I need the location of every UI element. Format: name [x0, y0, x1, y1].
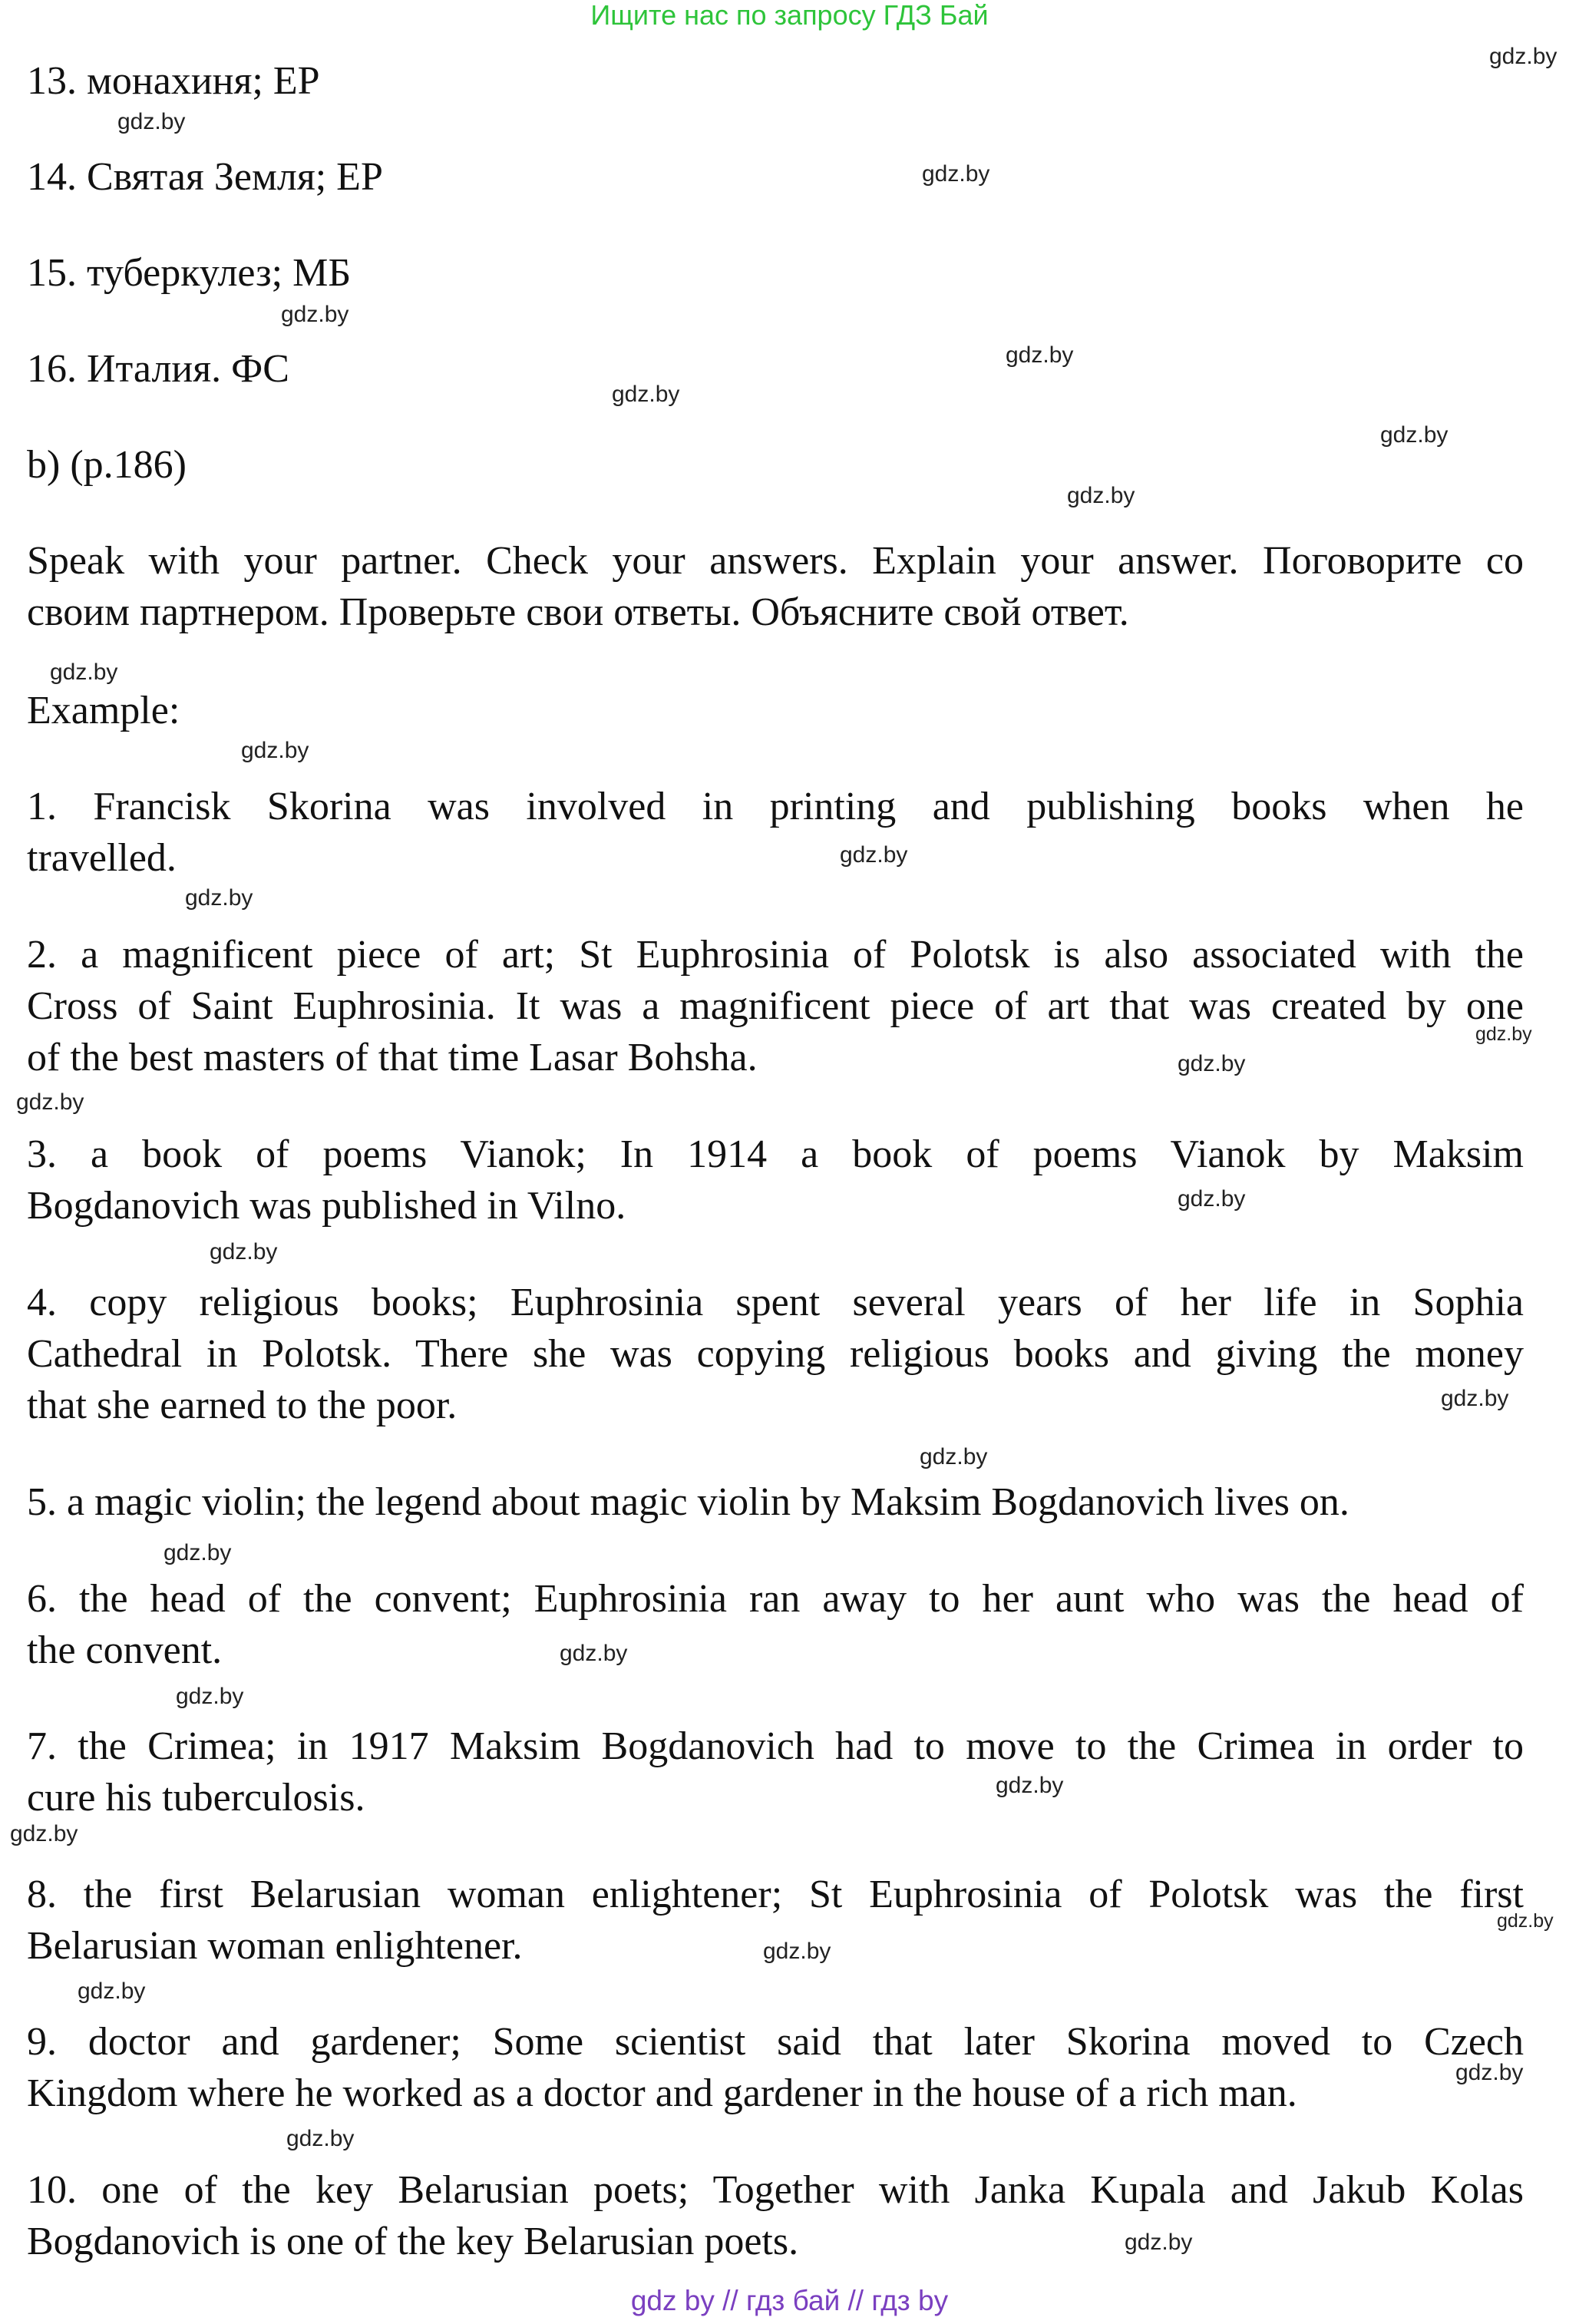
- watermark: gdz.by: [1441, 1386, 1509, 1411]
- watermark: gdz.by: [1489, 44, 1558, 69]
- watermark: gdz.by: [164, 1540, 232, 1565]
- watermark: gdz.by: [1497, 1910, 1554, 1932]
- watermark: gdz.by: [1125, 2230, 1193, 2255]
- watermark: gdz.by: [1178, 1051, 1246, 1076]
- answer-14: 14. Святая Земля; ЕР: [27, 155, 383, 199]
- example-9-line-1: 9. doctor and gardener; Some scientist said that later Skorina moved to Czech: [27, 2020, 1524, 2064]
- watermark: gdz.by: [16, 1089, 84, 1115]
- example-4-line-2: Cathedral in Polotsk. There she was copying religious books and giving the money: [27, 1332, 1524, 1376]
- example-7-line-2: cure his tuberculosis.: [27, 1776, 365, 1820]
- watermark: gdz.by: [996, 1773, 1064, 1798]
- watermark: gdz.by: [920, 1444, 988, 1469]
- watermark: gdz.by: [286, 2126, 355, 2151]
- answer-15: 15. туберкулез; МБ: [27, 251, 352, 295]
- example-7-line-1: 7. the Crimea; in 1917 Maksim Bogdanovich had to move to the Crimea in order to: [27, 1724, 1524, 1768]
- watermark: gdz.by: [1178, 1186, 1246, 1212]
- example-2-line-3: of the best masters of that time Lasar Bohsha.: [27, 1036, 758, 1079]
- watermark: gdz.by: [1006, 342, 1074, 368]
- watermark: gdz.by: [612, 382, 680, 407]
- example-2-line-1: 2. a magnificent piece of art; St Euphrosinia of Polotsk is also associated with the: [27, 933, 1524, 977]
- top-search-banner: Ищите нас по запросу ГДЗ Бай: [590, 0, 989, 31]
- example-4-line-1: 4. copy religious books; Euphrosinia spent several years of her life in Sophia: [27, 1281, 1524, 1324]
- example-9-line-2: Kingdom where he worked as a doctor and gardener in the house of a rich man.: [27, 2071, 1297, 2115]
- watermark: gdz.by: [10, 1821, 78, 1846]
- watermark: gdz.by: [1380, 422, 1449, 448]
- example-1-line-2: travelled.: [27, 836, 177, 880]
- watermark: gdz.by: [560, 1641, 628, 1666]
- example-8-line-1: 8. the first Belarusian woman enlightener; St Euphrosinia of Polotsk was the first: [27, 1873, 1524, 1916]
- watermark: gdz.by: [210, 1239, 278, 1264]
- example-label: Example:: [27, 689, 180, 732]
- example-6-line-2: the convent.: [27, 1628, 223, 1672]
- watermark: gdz.by: [1067, 483, 1135, 508]
- watermark: gdz.by: [117, 109, 186, 134]
- instruction-line-1: Speak with your partner. Check your answers. Explain your answer. Поговорите со: [27, 539, 1524, 583]
- watermark: gdz.by: [281, 302, 349, 327]
- watermark: gdz.by: [922, 161, 990, 187]
- example-4-line-3: that she earned to the poor.: [27, 1383, 458, 1427]
- example-2-line-2: Cross of Saint Euphrosinia. It was a magnificent piece of art that was created by one: [27, 984, 1524, 1028]
- example-10-line-2: Bogdanovich is one of the key Belarusian poets.: [27, 2220, 799, 2263]
- watermark: gdz.by: [1455, 2060, 1524, 2085]
- example-3-line-1: 3. a book of poems Vianok; In 1914 a book of poems Vianok by Maksim: [27, 1132, 1524, 1176]
- example-5-line-1: 5. a magic violin; the legend about magic violin by Maksim Bogdanovich lives on.: [27, 1480, 1349, 1524]
- watermark: gdz.by: [78, 1979, 146, 2004]
- watermark: gdz.by: [50, 660, 118, 685]
- instruction-line-2: своим партнером. Проверьте свои ответы. Объясните свой ответ.: [27, 590, 1129, 634]
- watermark: gdz.by: [763, 1939, 831, 1964]
- watermark: gdz.by: [176, 1684, 244, 1709]
- example-3-line-2: Bogdanovich was published in Vilno.: [27, 1184, 626, 1228]
- section-b-heading: b) (p.186): [27, 443, 187, 487]
- example-1-line-1: 1. Francisk Skorina was involved in printing and publishing books when he: [27, 785, 1524, 828]
- watermark: gdz.by: [840, 842, 908, 868]
- watermark: gdz.by: [241, 738, 309, 763]
- answer-13: 13. монахиня; ЕР: [27, 59, 320, 103]
- watermark: gdz.by: [1475, 1023, 1532, 1045]
- example-10-line-1: 10. one of the key Belarusian poets; Together with Janka Kupala and Jakub Kolas: [27, 2168, 1524, 2212]
- footer-links: gdz by // гдз бай // гдз by: [630, 2285, 949, 2316]
- answer-16: 16. Италия. ФС: [27, 347, 289, 391]
- example-6-line-1: 6. the head of the convent; Euphrosinia ran away to her aunt who was the head of: [27, 1577, 1524, 1621]
- example-8-line-2: Belarusian woman enlightener.: [27, 1924, 523, 1968]
- watermark: gdz.by: [185, 885, 253, 911]
